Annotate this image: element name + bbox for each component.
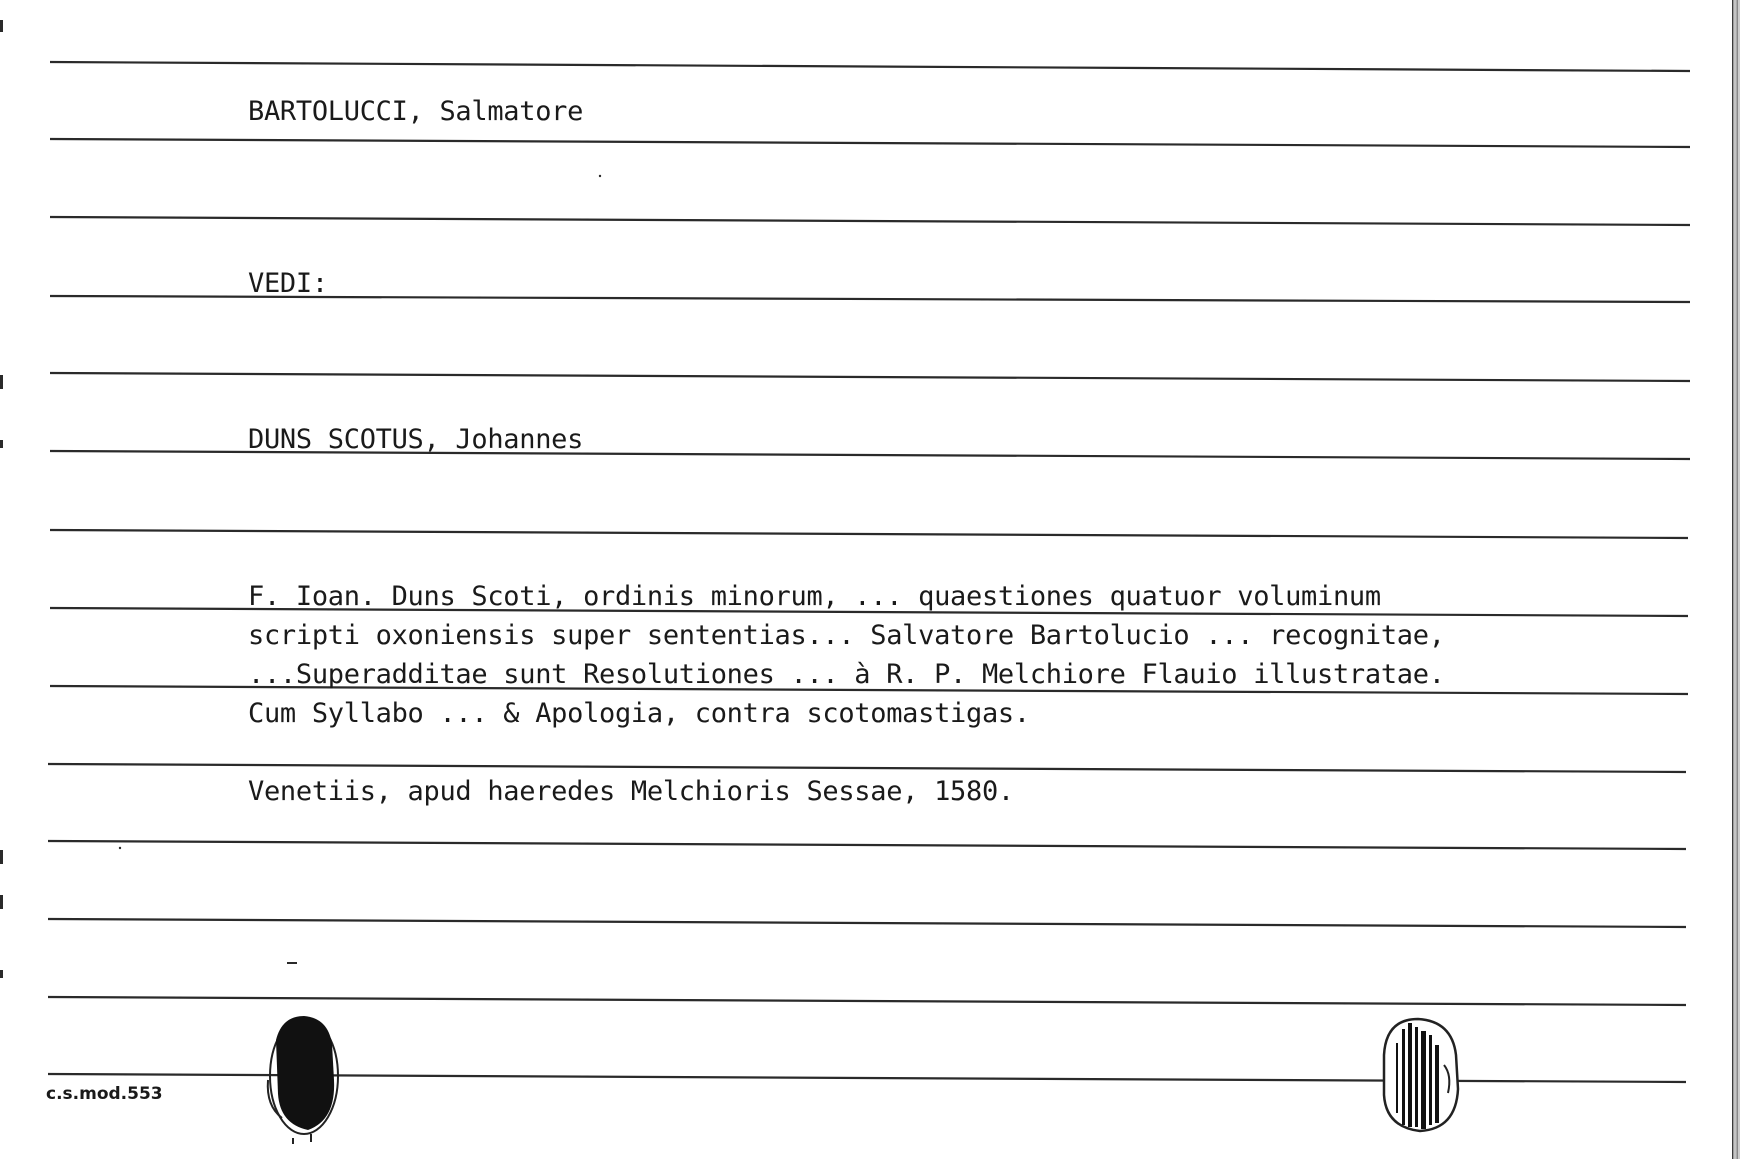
title-line-4: Cum Syllabo ... & Apologia, contra scotomastigas. <box>248 698 1030 729</box>
title-line-1: F. Ioan. Duns Scoti, ordinis minorum, ... quaestiones quatuor voluminum <box>248 581 1381 612</box>
ruled-line <box>50 139 1690 147</box>
margin-tick <box>0 20 3 32</box>
punch-hole-left <box>262 1010 346 1148</box>
form-code: c.s.mod.553 <box>46 1084 163 1104</box>
title-line-2: scripti oxoniensis super sententias... Salvatore Bartolucio ... recognitae, <box>248 620 1445 651</box>
ruled-line <box>50 373 1690 381</box>
ruled-line <box>50 217 1690 225</box>
punch-hole-right <box>1374 1015 1464 1139</box>
ruled-line <box>50 62 1690 71</box>
ruled-line <box>48 764 1686 772</box>
ruled-line <box>48 841 1686 849</box>
margin-tick <box>0 375 3 389</box>
ruled-line <box>48 919 1686 927</box>
ruled-line <box>50 530 1688 538</box>
scan-edge <box>1732 0 1740 1159</box>
speck <box>599 175 601 177</box>
see-target: DUNS SCOTUS, Johannes <box>248 424 584 455</box>
margin-tick <box>0 895 3 909</box>
margin-tick <box>0 970 3 978</box>
see-label: VEDI: <box>248 268 328 299</box>
imprint: Venetiis, apud haeredes Melchioris Sessae, 1580. <box>248 776 1014 807</box>
heading-name: BARTOLUCCI, Salmatore <box>248 96 584 127</box>
ruled-line <box>48 997 1686 1005</box>
margin-tick <box>0 440 3 448</box>
speck <box>287 962 297 964</box>
speck <box>119 847 121 849</box>
title-line-3: ...Superadditae sunt Resolutiones ... à R. P. Melchiore Flauio illustratae. <box>248 659 1445 690</box>
margin-tick <box>0 850 3 864</box>
